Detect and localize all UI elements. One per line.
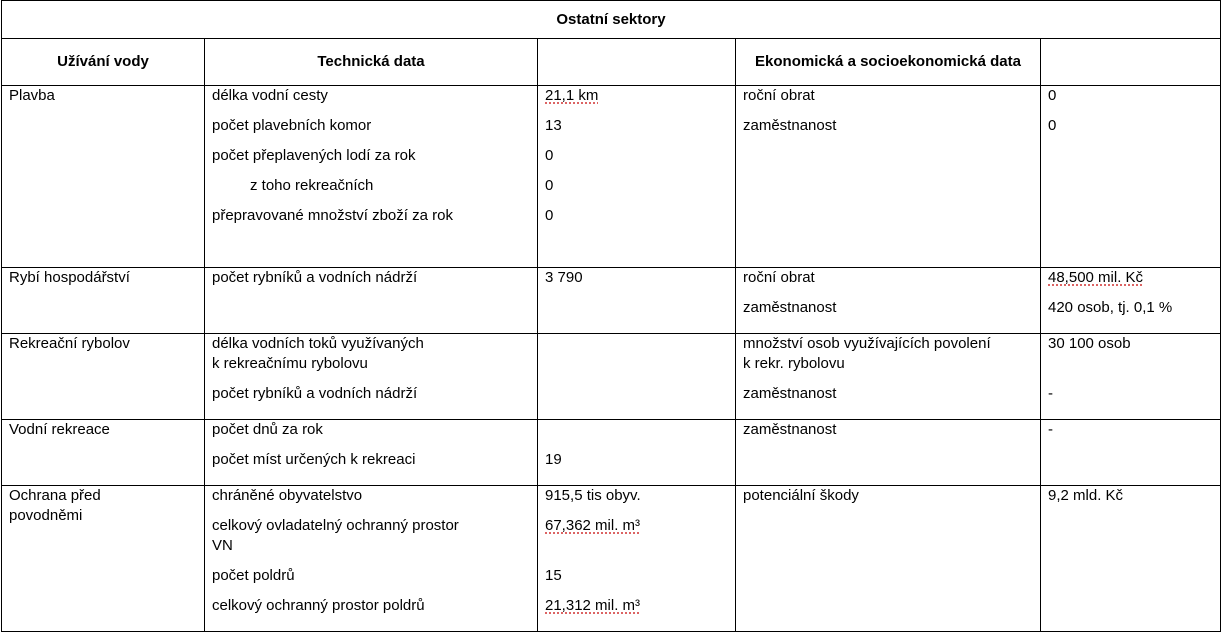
- econ-label: roční obrat: [743, 87, 815, 104]
- tech-label: počet plavebních komor: [212, 117, 372, 134]
- econ-label: zaměstnanost: [743, 117, 837, 134]
- table-row: [2, 86, 1221, 268]
- tech-value: 19: [545, 451, 562, 468]
- econ-labels-cell: [736, 486, 1041, 632]
- use-label: povodněmi: [9, 507, 83, 524]
- tech-label: k rekreačnímu rybolovu: [212, 355, 368, 372]
- tech-label: počet dnů za rok: [212, 421, 323, 438]
- table-row: [2, 268, 1221, 334]
- tech-value: 0: [545, 177, 554, 194]
- econ-labels-cell: [736, 268, 1041, 334]
- econ-values-cell: [1041, 86, 1221, 268]
- table-row: [2, 334, 1221, 420]
- header-economic-values: [1041, 39, 1221, 86]
- use-label: Plavba: [9, 87, 55, 104]
- econ-label: k rekr. rybolovu: [743, 355, 845, 372]
- econ-value: 30 100 osob: [1048, 335, 1131, 352]
- econ-label: potenciální škody: [743, 487, 859, 504]
- title-row: [2, 1, 1221, 39]
- use-label: Vodní rekreace: [9, 421, 110, 438]
- tech-value: 3 790: [545, 269, 583, 286]
- header-economic: Ekonomická a socioekonomická data: [736, 39, 1041, 86]
- econ-values-cell: [1041, 420, 1221, 486]
- tech-value: 21,1 km: [545, 87, 599, 104]
- tech-values-cell: [538, 334, 736, 420]
- tech-label: VN: [212, 537, 233, 554]
- econ-label: zaměstnanost: [743, 421, 837, 438]
- tech-label: počet rybníků a vodních nádrží: [212, 385, 418, 402]
- tech-values-cell: [538, 486, 736, 632]
- header-technical: Technická data: [205, 39, 538, 86]
- tech-labels-cell: [205, 486, 538, 632]
- use-label: Ochrana před: [9, 487, 101, 504]
- tech-labels-cell: [205, 86, 538, 268]
- tech-label: z toho rekreačních: [250, 177, 374, 194]
- tech-value: 915,5 tis obyv.: [545, 487, 641, 504]
- econ-value: 420 osob, tj. 0,1 %: [1048, 299, 1173, 316]
- tech-values-cell: [538, 86, 736, 268]
- tech-label: délka vodní cesty: [212, 87, 328, 104]
- use-cell: [2, 334, 205, 420]
- econ-value: 0: [1048, 117, 1057, 134]
- tech-value: 67,362 mil. m³: [545, 517, 641, 534]
- tech-labels-cell: [205, 420, 538, 486]
- tech-label: počet přeplavených lodí za rok: [212, 147, 416, 164]
- tech-label: celkový ovladatelný ochranný prostor: [212, 517, 459, 534]
- tech-labels-cell: [205, 268, 538, 334]
- tech-value: 15: [545, 567, 562, 584]
- header-technical-values: [538, 39, 736, 86]
- econ-value: -: [1048, 385, 1053, 402]
- table-row: [2, 420, 1221, 486]
- header-row: [2, 39, 1221, 86]
- tech-value: 0: [545, 147, 554, 164]
- econ-value: -: [1048, 421, 1053, 438]
- econ-label: roční obrat: [743, 269, 815, 286]
- use-cell: [2, 420, 205, 486]
- econ-label: zaměstnanost: [743, 385, 837, 402]
- econ-value: 48,500 mil. Kč: [1048, 269, 1144, 286]
- table-title: Ostatní sektory: [2, 1, 1221, 39]
- use-cell: [2, 86, 205, 268]
- tech-label: počet rybníků a vodních nádrží: [212, 269, 418, 286]
- tech-values-cell: [538, 420, 736, 486]
- econ-value: 9,2 mld. Kč: [1048, 487, 1124, 504]
- use-cell: [2, 486, 205, 632]
- econ-values-cell: [1041, 334, 1221, 420]
- tech-label: počet míst určených k rekreaci: [212, 451, 416, 468]
- econ-labels-cell: [736, 86, 1041, 268]
- use-label: Rekreační rybolov: [9, 335, 130, 352]
- tech-value: 0: [545, 207, 554, 224]
- econ-values-cell: [1041, 268, 1221, 334]
- tech-labels-cell: [205, 334, 538, 420]
- tech-value: 21,312 mil. m³: [545, 597, 641, 614]
- econ-label: množství osob využívajících povolení: [743, 335, 991, 352]
- econ-values-cell: [1041, 486, 1221, 632]
- use-cell: [2, 268, 205, 334]
- tech-label: přepravované množství zboží za rok: [212, 207, 453, 224]
- econ-labels-cell: [736, 334, 1041, 420]
- tech-values-cell: [538, 268, 736, 334]
- tech-label: délka vodních toků využívaných: [212, 335, 424, 352]
- tech-label: počet poldrů: [212, 567, 295, 584]
- tech-label: celkový ochranný prostor poldrů: [212, 597, 425, 614]
- water-use-table: [1, 0, 1221, 632]
- econ-label: zaměstnanost: [743, 299, 837, 316]
- header-use: Užívání vody: [2, 39, 205, 86]
- table-row: [2, 486, 1221, 632]
- use-label: Rybí hospodářství: [9, 269, 130, 286]
- econ-value: 0: [1048, 87, 1057, 104]
- econ-labels-cell: [736, 420, 1041, 486]
- tech-label: chráněné obyvatelstvo: [212, 487, 363, 504]
- tech-value: 13: [545, 117, 562, 134]
